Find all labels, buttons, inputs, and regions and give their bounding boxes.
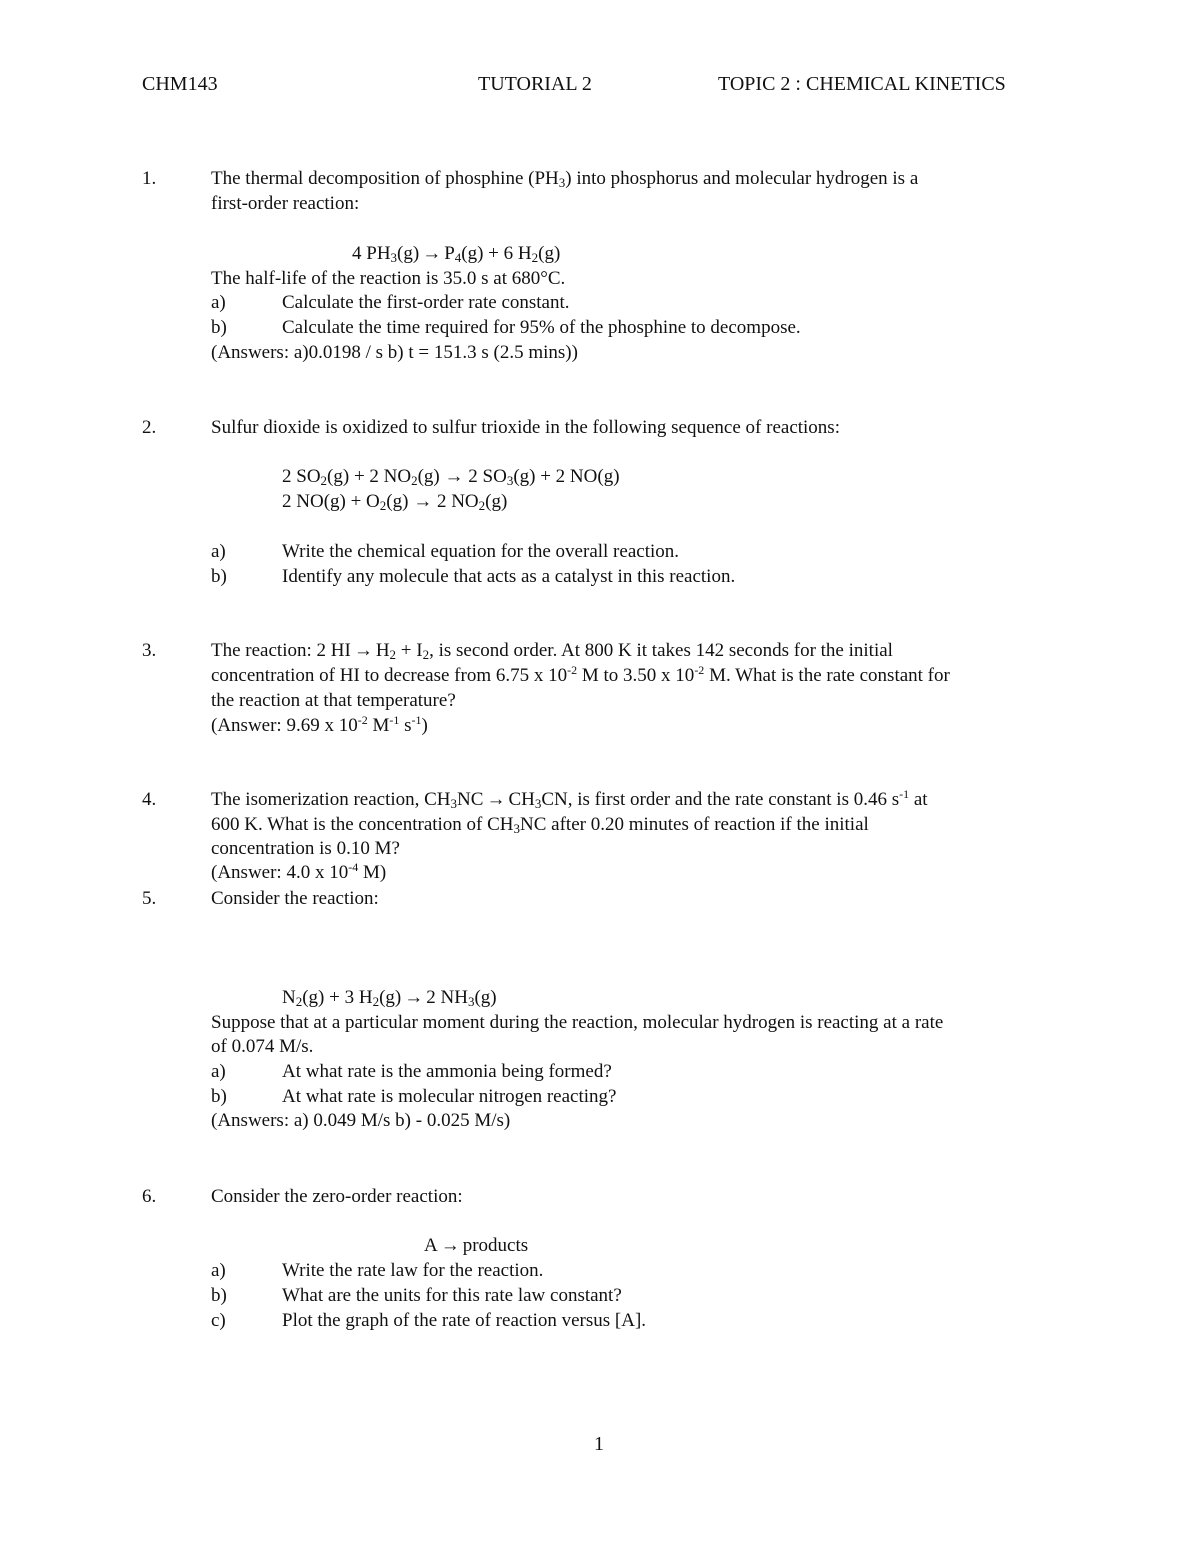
arrow-icon: → bbox=[404, 987, 424, 1008]
question-number: 6. bbox=[142, 1186, 157, 1207]
question-text-line: Suppose that at a particular moment during the reaction, molecular hydrogen is reacting at a rate bbox=[211, 1012, 944, 1033]
part-text: Write the chemical equation for the overall reaction. bbox=[282, 541, 679, 562]
page-number: 1 bbox=[594, 1433, 604, 1455]
answer-text: (Answer: 4.0 x $10^{-4}$ M) bbox=[211, 860, 387, 883]
part-text: Plot the graph of the rate of reaction versus [A]. bbox=[282, 1310, 647, 1331]
part-text: Write the rate law for the reaction. bbox=[282, 1260, 544, 1281]
part-text: Calculate the first-order rate constant. bbox=[282, 292, 570, 313]
part-label: b) bbox=[211, 317, 227, 338]
part-label: b) bbox=[211, 1086, 227, 1107]
question-number: 2. bbox=[142, 417, 157, 438]
part-label: c) bbox=[211, 1310, 226, 1331]
part-text: Calculate the time required for 95% of the phosphine to decompose. bbox=[282, 317, 801, 338]
arrow-icon: → bbox=[353, 640, 373, 661]
arrow-icon: → bbox=[486, 789, 506, 810]
reaction-equation: A → products bbox=[424, 1235, 529, 1256]
question-text-line: first-order reaction: bbox=[211, 193, 360, 214]
part-label: a) bbox=[211, 1061, 226, 1082]
question-text-line: 600 K. What is the concentration of $CH_3NC$ after 0.20 minutes of reaction if the initial bbox=[211, 814, 869, 836]
answer-text: (Answers: a) 0.049 M/s b) - 0.025 M/s) bbox=[211, 1110, 511, 1131]
part-label: a) bbox=[211, 541, 226, 562]
tutorial-title: TUTORIAL 2 bbox=[478, 73, 592, 95]
part-label: b) bbox=[211, 1285, 227, 1306]
question-text-line: concentration of HI to decrease from 6.75 x $10^{-2}$ M to 3.50 x $10^{-2}$ M. What is the rate constant for bbox=[211, 663, 950, 686]
question-text-line: Sulfur dioxide is oxidized to sulfur trioxide in the following sequence of reactions: bbox=[211, 417, 840, 438]
question-text-line: concentration is 0.10 M? bbox=[211, 838, 400, 859]
question-text-line: Consider the zero-order reaction: bbox=[211, 1186, 463, 1207]
reaction-equation: 2 $NO(g) + O_2(g) \to 2$ $NO_2(g)$ bbox=[282, 491, 508, 513]
part-text: Identify any molecule that acts as a catalyst in this reaction. bbox=[282, 566, 736, 587]
answer-text: (Answer: 9.69 x $10^{-2}$ $M^{-1}$ $s^{-1}$) bbox=[211, 713, 428, 736]
question-text-line: Consider the reaction: bbox=[211, 888, 379, 909]
question-number: 4. bbox=[142, 789, 157, 810]
arrow-icon: → bbox=[440, 1235, 460, 1256]
question-number: 1. bbox=[142, 168, 157, 189]
part-text: What are the units for this rate law constant? bbox=[282, 1285, 622, 1306]
course-code: CHM143 bbox=[142, 73, 218, 95]
question-text-line: of 0.074 M/s. bbox=[211, 1036, 314, 1057]
reaction-equation: 4 $PH_3(g) \to P_4(g) + 6$ $H_2(g)$ bbox=[352, 243, 561, 265]
question-text-line: The isomerization reaction, $CH_3NC \to CH_3CN$, is first order and the rate constant is 0.46 $s^{-1}$ at bbox=[211, 787, 928, 811]
part-text: At what rate is molecular nitrogen reacting? bbox=[282, 1086, 617, 1107]
question-text-line: the reaction at that temperature? bbox=[211, 690, 456, 711]
question-number: 5. bbox=[142, 888, 157, 909]
reaction-equation: $N_2(g) + 3$ $H_2(g) \to 2$ $NH_3(g)$ bbox=[282, 987, 497, 1009]
part-label: b) bbox=[211, 566, 227, 587]
topic-title: TOPIC 2 : CHEMICAL KINETICS bbox=[718, 73, 1006, 95]
part-label: a) bbox=[211, 292, 226, 313]
answer-text: (Answers: a)0.0198 / s b) t = 151.3 s (2.5 mins)) bbox=[211, 342, 578, 363]
part-text: At what rate is the ammonia being formed? bbox=[282, 1061, 612, 1082]
arrow-icon: → bbox=[422, 243, 442, 264]
part-label: a) bbox=[211, 1260, 226, 1281]
question-number: 3. bbox=[142, 640, 157, 661]
question-text-line: The thermal decomposition of phosphine $(PH_3)$ into phosphorus and molecular hydrogen is a bbox=[211, 168, 919, 190]
question-text-line: The reaction: 2 HI → $H_2 + I_2$, is second order. At 800 K it takes 142 seconds for the initial bbox=[211, 640, 893, 662]
question-text-line: The half-life of the reaction is 35.0 s at 680°C. bbox=[211, 268, 566, 289]
reaction-equation: 2 $SO_2(g) + 2$ $NO_2(g) \to 2$ $SO_3(g) + 2$ NO(g) bbox=[282, 466, 620, 488]
